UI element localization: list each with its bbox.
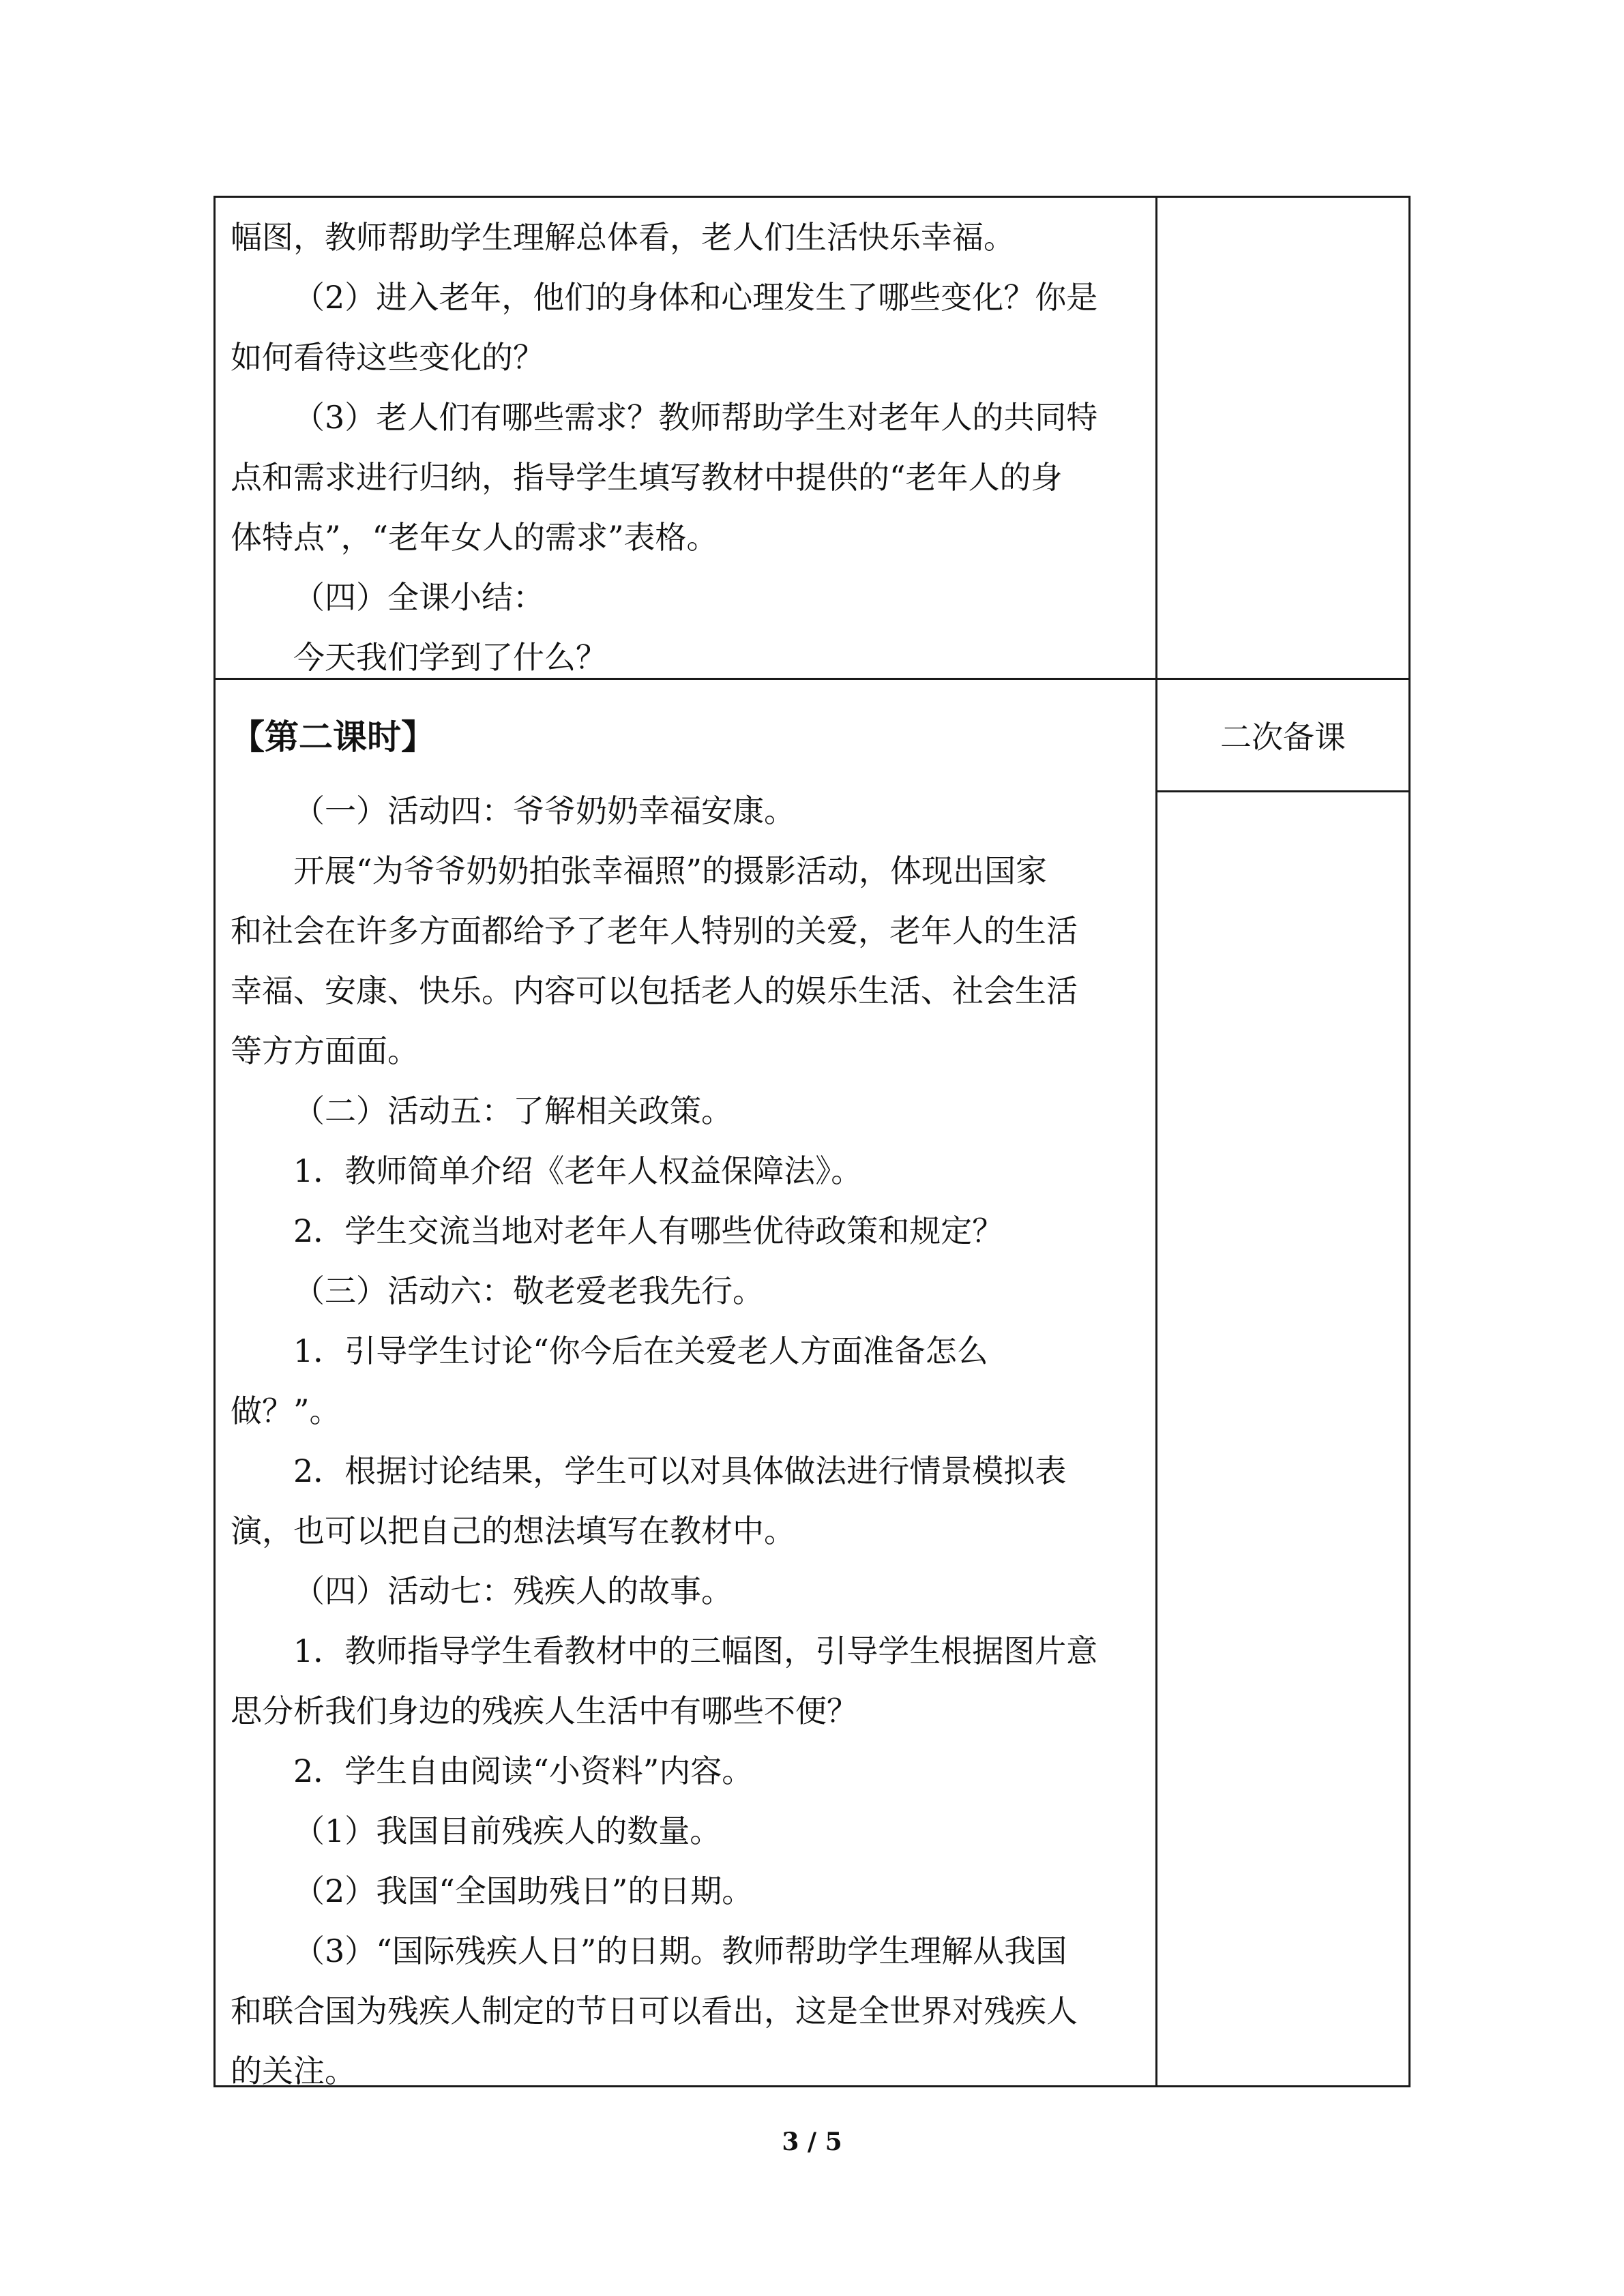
secondary-prep-label-cell <box>1155 678 1411 792</box>
notes-cell-2 <box>1155 790 1411 2087</box>
text-line: （四）全课小结： <box>293 579 544 616</box>
text-line: 演，也可以把自己的想法填写在教材中。 <box>231 1512 795 1549</box>
text-line: 如何看待这些变化的？ <box>231 339 544 376</box>
text-line: 和联合国为残疾人制定的节日可以看出，这是全世界对残疾人 <box>231 1993 1078 2029</box>
notes-cell-1 <box>1155 196 1411 680</box>
text-line: 幅图，教师帮助学生理解总体看，老人们生活快乐幸福。 <box>231 219 1015 256</box>
text-line: 等方方面面。 <box>231 1032 419 1069</box>
text-line: 2．学生自由阅读“小资料”内容。 <box>293 1753 754 1789</box>
lesson-heading: 【第二课时】 <box>231 717 435 757</box>
text-line: 1．教师简单介绍《老年人权益保障法》。 <box>293 1152 863 1189</box>
text-line: 1．教师指导学生看教材中的三幅图，引导学生根据图片意 <box>293 1632 1098 1669</box>
text-line: （3）“国际残疾人日”的日期。教师帮助学生理解从我国 <box>293 1933 1067 1969</box>
text-line: （1）我国目前残疾人的数量。 <box>293 1813 722 1849</box>
text-line: 开展“为爷爷奶奶拍张幸福照”的摄影活动，体现出国家 <box>293 852 1048 889</box>
text-line: （一）活动四：爷爷奶奶幸福安康。 <box>293 792 795 829</box>
text-line: （2）进入老年，他们的身体和心理发生了哪些变化？你是 <box>293 279 1098 316</box>
page-number: 3 / 5 <box>782 2128 842 2156</box>
text-line: （2）我国“全国助残日”的日期。 <box>293 1873 754 1909</box>
secondary-prep-label: 二次备课 <box>1220 719 1346 756</box>
text-line: 2．根据讨论结果，学生可以对具体做法进行情景模拟表 <box>293 1452 1067 1489</box>
lesson-content-cell-2 <box>213 678 1157 2087</box>
lesson-content-cell-1 <box>213 196 1157 680</box>
text-line: 1．引导学生讨论“你今后在关爱老人方面准备怎么 <box>293 1332 988 1369</box>
text-line: 做？”。 <box>231 1392 341 1429</box>
text-line: （四）活动七：残疾人的故事。 <box>293 1572 733 1609</box>
text-line: （二）活动五：了解相关政策。 <box>293 1092 733 1129</box>
text-line: （3）老人们有哪些需求？教师帮助学生对老年人的共同特 <box>293 399 1098 436</box>
text-line: 的关注。 <box>231 2053 356 2089</box>
text-line: 思分析我们身边的残疾人生活中有哪些不便？ <box>231 1693 858 1729</box>
text-line: 2．学生交流当地对老年人有哪些优待政策和规定？ <box>293 1212 1004 1249</box>
text-line: （三）活动六：敬老爱老我先行。 <box>293 1272 764 1309</box>
text-line: 今天我们学到了什么？ <box>293 639 607 676</box>
text-line: 体特点”，“老年女人的需求”表格。 <box>231 519 718 556</box>
text-line: 和社会在许多方面都给予了老年人特别的关爱，老年人的生活 <box>231 912 1078 949</box>
text-line: 幸福、安康、快乐。内容可以包括老人的娱乐生活、社会生活 <box>231 972 1078 1009</box>
text-line: 点和需求进行归纳，指导学生填写教材中提供的“老年人的身 <box>231 459 1063 496</box>
